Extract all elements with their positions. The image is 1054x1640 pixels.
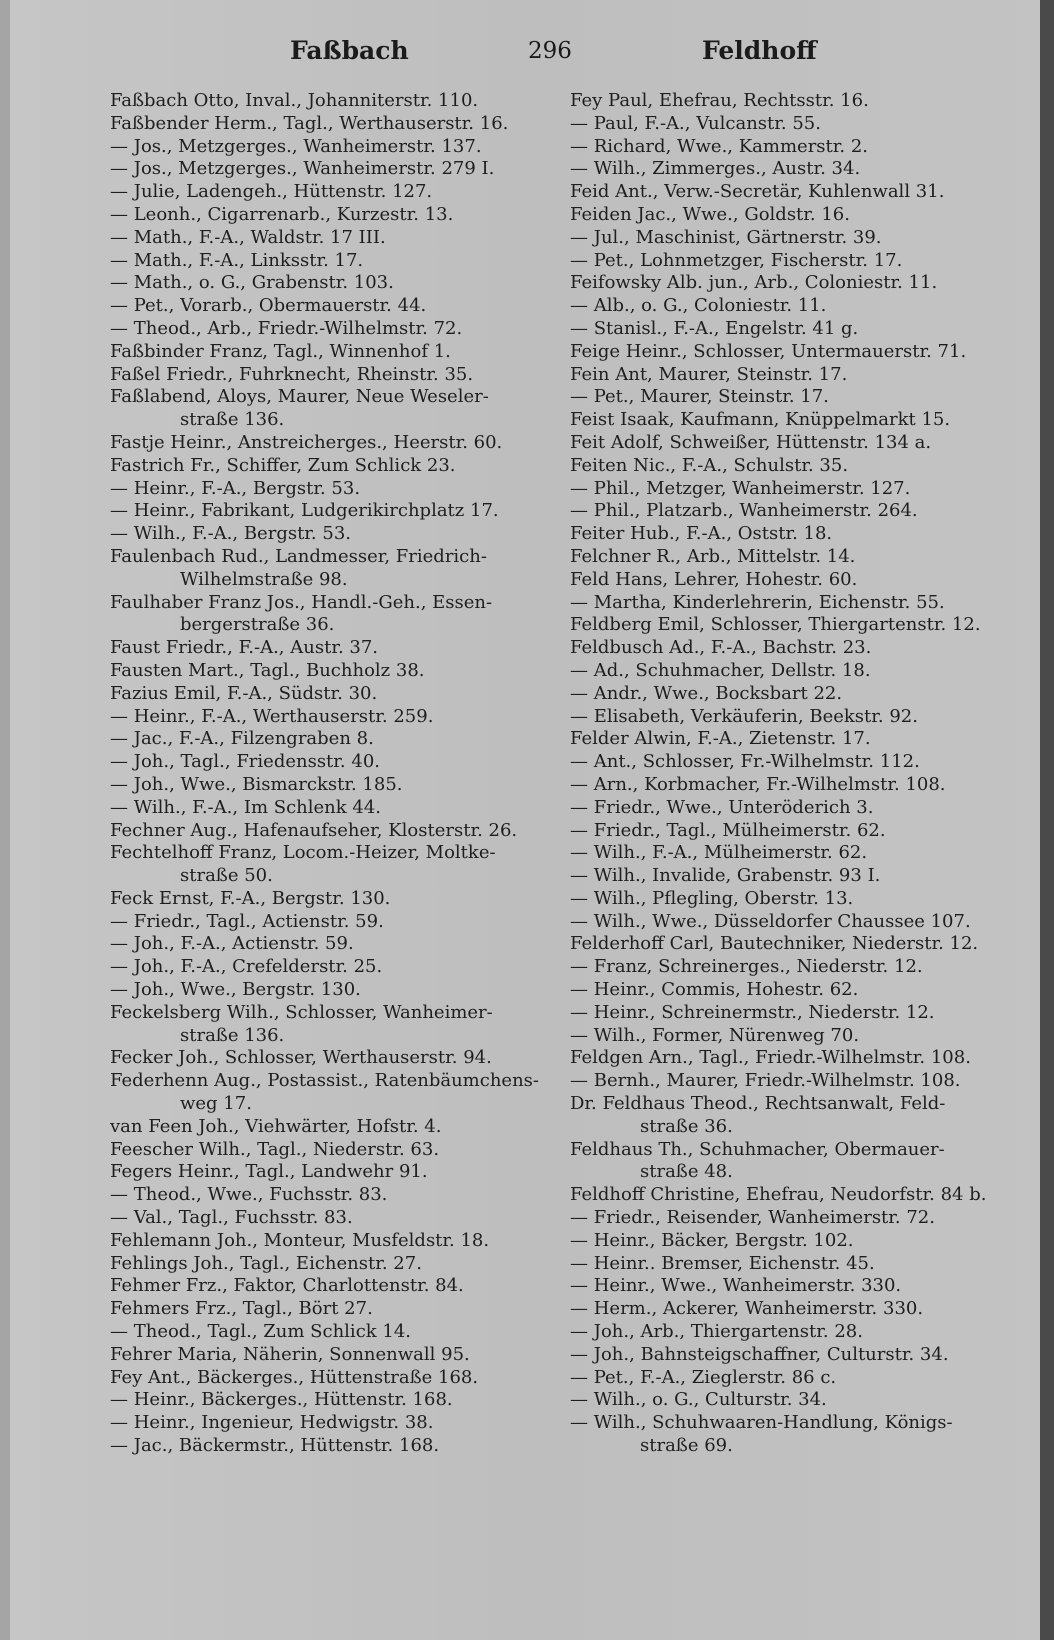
- directory-entry: Fechtelhoff Franz, Locom.-Heizer, Moltke-: [110, 842, 496, 864]
- directory-entry: Fehmer Frz., Faktor, Charlottenstr. 84.: [110, 1275, 464, 1297]
- entry-continuation: weg 17.: [180, 1093, 252, 1115]
- directory-entry: — Jac., F.-A., Filzengraben 8.: [110, 728, 374, 750]
- directory-entry: Fegers Heinr., Tagl., Landwehr 91.: [110, 1161, 428, 1183]
- directory-entry: — Wilh., Wwe., Düsseldorfer Chaussee 107.: [570, 910, 971, 932]
- directory-entry: — Heinr.. Bremser, Eichenstr. 45.: [570, 1252, 875, 1274]
- directory-entry: Faulenbach Rud., Landmesser, Friedrich-: [110, 545, 487, 567]
- directory-entry: — Wilh., Pflegling, Oberstr. 13.: [570, 887, 854, 909]
- directory-entry: — Pet., Maurer, Steinstr. 17.: [570, 386, 829, 408]
- directory-entry: — Theod., Wwe., Fuchsstr. 83.: [110, 1184, 388, 1206]
- entry-continuation: straße 69.: [640, 1435, 733, 1457]
- directory-entry: Feldhoff Christine, Ehefrau, Neudorfstr. 84 b.: [570, 1184, 987, 1206]
- directory-entry: — Heinr., Fabrikant, Ludgerikirchplatz 17.: [110, 500, 499, 522]
- directory-entry: — Joh., Bahnsteigschaffner, Culturstr. 34.: [570, 1343, 949, 1365]
- directory-entry: Fein Ant, Maurer, Steinstr. 17.: [570, 363, 848, 385]
- directory-entry: Feit Adolf, Schweißer, Hüttenstr. 134 a.: [570, 431, 932, 453]
- left-column: [110, 90, 555, 1458]
- directory-entry: Feldberg Emil, Schlosser, Thiergartenstr. 12.: [570, 614, 981, 636]
- directory-entry: Feige Heinr., Schlosser, Untermauerstr. 71.: [570, 340, 967, 362]
- directory-entry: — Heinr., Wwe., Wanheimerstr. 330.: [570, 1275, 902, 1297]
- directory-entry: — Math., F.-A., Waldstr. 17 III.: [110, 226, 386, 248]
- directory-entry: Fehlings Joh., Tagl., Eichenstr. 27.: [110, 1252, 422, 1274]
- directory-entry: — Phil., Platzarb., Wanheimerstr. 264.: [570, 500, 918, 522]
- entry-continuation: Wilhelmstraße 98.: [180, 568, 348, 590]
- directory-entry: — Joh., Arb., Thiergartenstr. 28.: [570, 1321, 863, 1343]
- directory-entry: — Elisabeth, Verkäuferin, Beekstr. 92.: [570, 705, 918, 727]
- entry-continuation: straße 36.: [640, 1115, 733, 1137]
- directory-entry: — Heinr., Schreinermstr., Niederstr. 12.: [570, 1001, 935, 1023]
- directory-entry: — Paul, F.-A., Vulcanstr. 55.: [570, 112, 821, 134]
- entry-continuation: straße 50.: [180, 865, 273, 887]
- directory-entry: — Joh., Wwe., Bergstr. 130.: [110, 979, 361, 1001]
- directory-entry: Feldbusch Ad., F.-A., Bachstr. 23.: [570, 637, 872, 659]
- directory-entry: Fastrich Fr., Schiffer, Zum Schlick 23.: [110, 454, 456, 476]
- directory-entry: — Friedr., Tagl., Mülheimerstr. 62.: [570, 819, 886, 841]
- directory-entry: — Julie, Ladengeh., Hüttenstr. 127.: [110, 181, 433, 203]
- directory-entry: Feldhaus Th., Schuhmacher, Obermauer-: [570, 1138, 945, 1160]
- directory-entry: — Math., o. G., Grabenstr. 103.: [110, 272, 394, 294]
- header-right-catchword: Feldhoff: [702, 36, 817, 65]
- directory-entry: — Friedr., Wwe., Unteröderich 3.: [570, 796, 874, 818]
- directory-entry: Fey Paul, Ehefrau, Rechtsstr. 16.: [570, 90, 869, 111]
- directory-entry: — Heinr., Commis, Hohestr. 62.: [570, 979, 859, 1001]
- directory-entry: — Leonh., Cigarrenarb., Kurzestr. 13.: [110, 203, 454, 225]
- directory-entry: Faust Friedr., F.-A., Austr. 37.: [110, 637, 379, 659]
- right-column: [570, 90, 1010, 1458]
- header-left-catchword: Faßbach: [290, 36, 409, 65]
- directory-entry: — Herm., Ackerer, Wanheimerstr. 330.: [570, 1298, 924, 1320]
- directory-entry: — Ad., Schuhmacher, Dellstr. 18.: [570, 659, 871, 681]
- directory-entry: — Wilh., Zimmerges., Austr. 34.: [570, 158, 861, 180]
- directory-entry: — Phil., Metzger, Wanheimerstr. 127.: [570, 477, 911, 499]
- directory-entry: Feldgen Arn., Tagl., Friedr.-Wilhelmstr. 108.: [570, 1047, 971, 1069]
- directory-entry: — Bernh., Maurer, Friedr.-Wilhelmstr. 108.: [570, 1070, 961, 1092]
- directory-entry: — Andr., Wwe., Bocksbart 22.: [570, 682, 843, 704]
- directory-entry: Feiter Hub., F.-A., Oststr. 18.: [570, 523, 833, 545]
- directory-entry: — Wilh., Schuhwaaren-Handlung, Königs-: [570, 1412, 953, 1434]
- directory-entry: — Pet., Lohnmetzger, Fischerstr. 17.: [570, 249, 903, 271]
- directory-entry: — Friedr., Tagl., Actienstr. 59.: [110, 910, 384, 932]
- directory-entry: — Heinr., F.-A., Bergstr. 53.: [110, 477, 361, 499]
- directory-entry: Fehlemann Joh., Monteur, Musfeldstr. 18.: [110, 1229, 490, 1251]
- directory-entry: Felder Alwin, F.-A., Zietenstr. 17.: [570, 728, 871, 750]
- directory-entry: Faßbach Otto, Inval., Johanniterstr. 110.: [110, 90, 479, 111]
- directory-entry: Fausten Mart., Tagl., Buchholz 38.: [110, 659, 425, 681]
- directory-entry: Fehrer Maria, Näherin, Sonnenwall 95.: [110, 1343, 470, 1365]
- entry-continuation: bergerstraße 36.: [180, 614, 335, 636]
- directory-entry: — Jos., Metzgerges., Wanheimerstr. 137.: [110, 135, 482, 157]
- directory-entry: Faßel Friedr., Fuhrknecht, Rheinstr. 35.: [110, 363, 474, 385]
- directory-entry: Feck Ernst, F.-A., Bergstr. 130.: [110, 887, 391, 909]
- directory-entry: — Theod., Tagl., Zum Schlick 14.: [110, 1321, 412, 1343]
- directory-entry: van Feen Joh., Viehwärter, Hofstr. 4.: [110, 1115, 442, 1137]
- directory-entry: Feescher Wilh., Tagl., Niederstr. 63.: [110, 1138, 440, 1160]
- directory-entry: — Ant., Schlosser, Fr.-Wilhelmstr. 112.: [570, 751, 920, 773]
- directory-entry: — Wilh., F.-A., Im Schlenk 44.: [110, 796, 381, 818]
- directory-entry: — Wilh., F.-A., Mülheimerstr. 62.: [570, 842, 868, 864]
- directory-entry: — Friedr., Reisender, Wanheimerstr. 72.: [570, 1207, 935, 1229]
- directory-entry: Fastje Heinr., Anstreicherges., Heerstr. 60.: [110, 431, 503, 453]
- directory-entry: — Arn., Korbmacher, Fr.-Wilhelmstr. 108.: [570, 773, 946, 795]
- directory-entry: Faulhaber Franz Jos., Handl.-Geh., Essen-: [110, 591, 493, 613]
- directory-entry: — Stanisl., F.-A., Engelstr. 41 g.: [570, 317, 859, 339]
- directory-entry: Federhenn Aug., Postassist., Ratenbäumchens-: [110, 1070, 539, 1092]
- directory-entry: — Alb., o. G., Coloniestr. 11.: [570, 295, 827, 317]
- directory-entry: — Joh., Wwe., Bismarckstr. 185.: [110, 773, 403, 795]
- page-number: 296: [528, 38, 572, 64]
- directory-entry: — Joh., F.-A., Crefelderstr. 25.: [110, 956, 383, 978]
- directory-entry: — Heinr., Bäckerges., Hüttenstr. 168.: [110, 1389, 453, 1411]
- directory-entry: — Joh., F.-A., Actienstr. 59.: [110, 933, 354, 955]
- directory-entry: Faßbender Herm., Tagl., Werthauserstr. 16.: [110, 112, 509, 134]
- directory-entry: Feid Ant., Verw.-Secretär, Kuhlenwall 31.: [570, 181, 945, 203]
- page-header: [0, 36, 1040, 72]
- directory-entry: Feld Hans, Lehrer, Hohestr. 60.: [570, 568, 858, 590]
- directory-entry: Fazius Emil, F.-A., Südstr. 30.: [110, 682, 378, 704]
- directory-entry: Dr. Feldhaus Theod., Rechtsanwalt, Feld-: [570, 1093, 946, 1115]
- directory-entry: — Pet., F.-A., Zieglerstr. 86 c.: [570, 1366, 837, 1388]
- directory-entry: Fey Ant., Bäckerges., Hüttenstraße 168.: [110, 1366, 479, 1388]
- directory-entry: — Wilh., F.-A., Bergstr. 53.: [110, 523, 352, 545]
- directory-entry: — Jos., Metzgerges., Wanheimerstr. 279 I.: [110, 158, 495, 180]
- directory-entry: — Pet., Vorarb., Obermauerstr. 44.: [110, 295, 427, 317]
- directory-entry: Fecker Joh., Schlosser, Werthauserstr. 94.: [110, 1047, 492, 1069]
- directory-entry: — Theod., Arb., Friedr.-Wilhelmstr. 72.: [110, 317, 463, 339]
- directory-entry: — Joh., Tagl., Friedensstr. 40.: [110, 751, 380, 773]
- entry-continuation: straße 136.: [180, 409, 285, 431]
- directory-entry: Fechner Aug., Hafenaufseher, Klosterstr. 26.: [110, 819, 518, 841]
- directory-entry: Feiten Nic., F.-A., Schulstr. 35.: [570, 454, 849, 476]
- directory-entry: — Jac., Bäckermstr., Hüttenstr. 168.: [110, 1435, 440, 1457]
- directory-entry: Fehmers Frz., Tagl., Bört 27.: [110, 1298, 373, 1320]
- directory-entry: — Jul., Maschinist, Gärtnerstr. 39.: [570, 226, 882, 248]
- directory-entry: — Wilh., Former, Nürenweg 70.: [570, 1024, 860, 1046]
- directory-entry: — Heinr., Ingenieur, Hedwigstr. 38.: [110, 1412, 434, 1434]
- directory-entry: — Math., F.-A., Linksstr. 17.: [110, 249, 364, 271]
- directory-entry: — Heinr., F.-A., Werthauserstr. 259.: [110, 705, 434, 727]
- page-left-shadow: [0, 0, 10, 1640]
- directory-entry: — Heinr., Bäcker, Bergstr. 102.: [570, 1229, 854, 1251]
- directory-entry: Faßlabend, Aloys, Maurer, Neue Weseler-: [110, 386, 489, 408]
- directory-entry: — Martha, Kinderlehrerin, Eichenstr. 55.: [570, 591, 945, 613]
- directory-entry: Feckelsberg Wilh., Schlosser, Wanheimer-: [110, 1001, 493, 1023]
- directory-entry: Felderhoff Carl, Bautechniker, Niederstr. 12.: [570, 933, 979, 955]
- directory-entry: Faßbinder Franz, Tagl., Winnenhof 1.: [110, 340, 451, 362]
- directory-entry: — Wilh., Invalide, Grabenstr. 93 I.: [570, 865, 881, 887]
- directory-entry: — Franz, Schreinerges., Niederstr. 12.: [570, 956, 923, 978]
- page-right-edge: [1040, 0, 1054, 1640]
- directory-entry: — Wilh., o. G., Culturstr. 34.: [570, 1389, 827, 1411]
- directory-entry: Felchner R., Arb., Mittelstr. 14.: [570, 545, 856, 567]
- directory-entry: Feist Isaak, Kaufmann, Knüppelmarkt 15.: [570, 409, 951, 431]
- directory-entry: Feifowsky Alb. jun., Arb., Coloniestr. 11.: [570, 272, 938, 294]
- entry-continuation: straße 136.: [180, 1024, 285, 1046]
- directory-entry: Feiden Jac., Wwe., Goldstr. 16.: [570, 203, 850, 225]
- directory-entry: — Richard, Wwe., Kammerstr. 2.: [570, 135, 869, 157]
- directory-entry: — Val., Tagl., Fuchsstr. 83.: [110, 1207, 353, 1229]
- entry-continuation: straße 48.: [640, 1161, 733, 1183]
